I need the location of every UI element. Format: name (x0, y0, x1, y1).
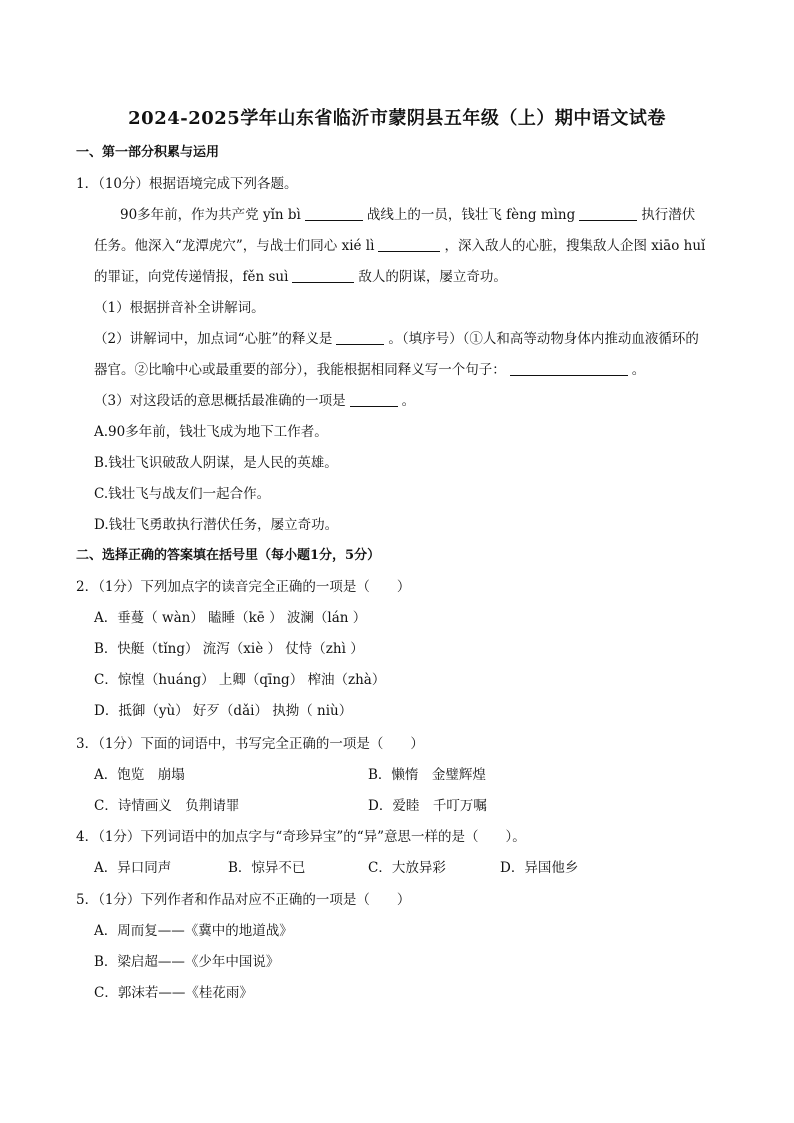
q2-option-b[interactable]: B．快艇（tǐng） 流泻（xiè ） 仗恃（zhì ） (94, 641, 364, 657)
passage-text: 的罪证，向党传递情报，fěn suì (94, 269, 289, 285)
passage-line-1 (120, 205, 695, 225)
sub-question-1: （1）根据拼音补全讲解词。 (94, 300, 265, 316)
q5-option-c[interactable]: C．郭沫若——《桂花雨》 (94, 985, 253, 1001)
page-title: 2024-2025学年山东省临沂市蒙阴县五年级（上）期中语文试卷 (128, 108, 666, 129)
option-c[interactable]: C.钱壮飞与战友们一起合作。 (94, 486, 271, 502)
q2-option-c[interactable]: C．惊惶（huáng） 上卿（qīng） 榨油（zhà） (94, 672, 386, 688)
passage-text: 任务。他深入“龙潭虎穴”，与战士们同心 xié lì (94, 238, 375, 254)
question-5-stem: 5．（1分）下列作者和作品对应不正确的一项是（ ） (76, 892, 411, 908)
option-d[interactable]: D.钱壮飞勇敢执行潜伏任务，屡立奇功。 (94, 517, 339, 533)
sub-question-3 (94, 391, 415, 411)
answer-blank[interactable] (336, 330, 384, 345)
question-1-stem: 1．（10分）根据语境完成下列各题。 (76, 176, 298, 192)
answer-blank[interactable] (579, 206, 637, 221)
answer-blank[interactable] (378, 237, 440, 252)
passage-text: 战线上的一员，钱壮飞 fèng mìng (366, 207, 576, 223)
passage-text: 敌人的阴谋，屡立奇功。 (358, 269, 507, 285)
q4-option-b[interactable]: B．惊异不已 (228, 860, 306, 876)
section-heading-2: 二、选择正确的答案填在括号里（每小题1分，5分） (76, 548, 381, 563)
q5-option-b[interactable]: B．梁启超——《少年中国说》 (94, 954, 280, 970)
answer-blank[interactable] (305, 206, 363, 221)
q4-option-c[interactable]: C．大放异彩 (368, 860, 446, 876)
question-2-stem: 2．（1分）下列加点字的读音完全正确的一项是（ ） (76, 579, 411, 595)
q4-option-a[interactable]: A．异口同声 (94, 860, 172, 876)
question-4-stem: 4．（1分）下列词语中的加点字与“奇珍异宝”的“异”意思一样的是（ ）。 (76, 829, 526, 845)
q5-option-a[interactable]: A．周而复——《冀中的地道战》 (94, 923, 293, 939)
q2-option-d[interactable]: D．抵御（yù） 好歹（dǎi） 执拗（ niù） (94, 703, 353, 719)
q4-option-d[interactable]: D．异国他乡 (500, 860, 579, 876)
answer-blank[interactable] (350, 392, 398, 407)
sub-question-text: 。（填序号）（①人和高等动物身体内推动血液循环的 (388, 331, 699, 347)
sub-question-text: 器官。②比喻中心或最重要的部分），我能根据相同释义写一个句子： (94, 362, 506, 378)
passage-text: 90多年前，作为共产党 yǐn bì (120, 207, 301, 223)
sub-question-text: 。 (401, 393, 416, 409)
q3-option-c[interactable]: C．诗情画义 负荆请罪 (94, 798, 240, 814)
answer-blank[interactable] (292, 268, 354, 283)
sub-question-text: （2）讲解词中，加点词“心脏”的释义是 (94, 331, 333, 347)
option-a[interactable]: A.90多年前，钱壮飞成为地下工作者。 (94, 424, 328, 440)
sub-question-2-cont (94, 360, 645, 380)
answer-blank[interactable] (510, 361, 628, 376)
q3-option-a[interactable]: A．饱览 崩塌 (94, 767, 185, 783)
section-heading-1: 一、第一部分积累与运用 (76, 145, 220, 160)
question-3-stem: 3．（1分）下面的词语中，书写完全正确的一项是（ ） (76, 736, 424, 752)
passage-line-3 (94, 267, 507, 287)
q2-option-a[interactable]: A．垂蔓（ wàn） 瞌睡（kē ） 波澜（lán ） (94, 610, 367, 626)
q3-option-b[interactable]: B．懒惰 金璧辉煌 (368, 767, 486, 783)
option-b[interactable]: B.钱壮飞识破敌人阴谋，是人民的英雄。 (94, 455, 338, 471)
sub-question-text: （3）对这段话的意思概括最准确的一项是 (94, 393, 346, 409)
q3-option-d[interactable]: D．爱睦 千叮万嘱 (368, 798, 487, 814)
passage-text: ，深入敌人的心脏，搜集敌人企图 xiāo huǐ (444, 238, 706, 254)
passage-line-2 (94, 236, 705, 256)
passage-text: 执行潜伏 (641, 207, 696, 223)
sub-question-text: 。 (631, 362, 646, 378)
sub-question-2 (94, 329, 699, 349)
